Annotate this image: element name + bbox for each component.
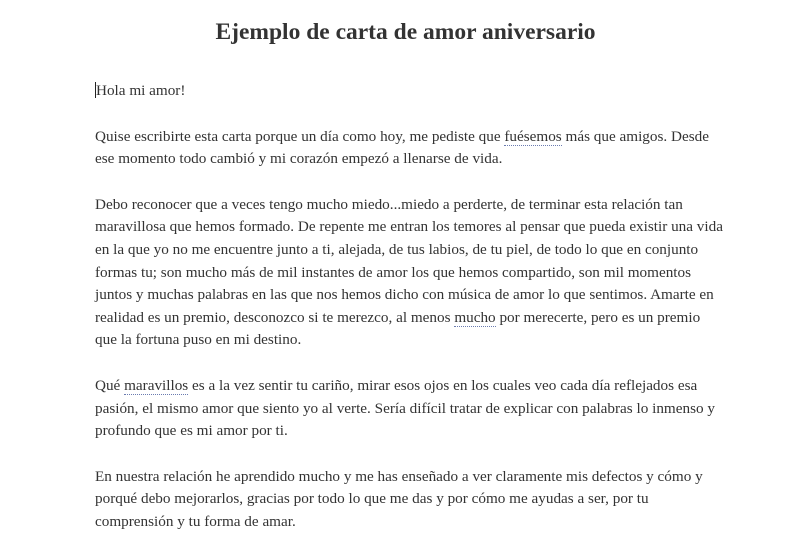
text-segment: Quise escribirte esta carta porque un día como hoy, me pediste que: [95, 127, 505, 145]
text-line: [95, 307, 725, 330]
letter-paragraph: [95, 126, 725, 171]
text-line: [95, 148, 725, 171]
text-segment: maravillosa que hemos formado. De repente me entran los temores al pensar que pueda existir una vida: [95, 218, 723, 236]
text-segment: porqué debo mejorarlos, gracias por todo lo que me das y por cómo me ayudas a ser, por tu: [95, 490, 649, 508]
text-segment: juntos y muchas palabras en las que nos hemos dicho con música de amor lo que sentimos. Amarte en: [95, 286, 714, 304]
text-line: [95, 398, 725, 421]
text-segment: En nuestra relación he aprendido mucho y me has enseñado a ver claramente mis defectos y cómo y: [95, 467, 703, 485]
misspelled-word[interactable]: mucho: [454, 308, 496, 326]
text-segment: realidad es un premio, desconozco si te merezco, al menos: [95, 308, 455, 326]
paragraph-spacer: [95, 171, 725, 194]
page-title: Ejemplo de carta de amor aniversario: [215, 19, 596, 45]
text-line: [95, 194, 725, 217]
letter-paragraph: [95, 466, 725, 534]
text-line: [95, 284, 725, 307]
text-segment: profundo que es mi amor por ti.: [95, 422, 288, 440]
text-line: [95, 126, 725, 149]
text-line: [95, 216, 725, 239]
text-segment: formas tu; son mucho más de mil instantes de amor los que hemos compartido, son mil momentos: [95, 263, 692, 281]
paragraph-spacer: [95, 352, 725, 375]
text-line: [95, 466, 725, 489]
misspelled-word[interactable]: maravillos: [124, 376, 189, 394]
letter-text-area[interactable]: [95, 80, 725, 534]
letter-paragraph: [95, 80, 725, 103]
text-line: [95, 262, 725, 285]
text-line: [95, 488, 725, 511]
text-segment: por merecerte, pero es un premio: [495, 308, 701, 326]
text-segment: comprensión y tu forma de amar.: [95, 512, 296, 530]
letter-paragraph: [95, 194, 725, 352]
text-segment: Hola mi amor!: [96, 82, 186, 99]
text-segment: que la fortuna puso en mi destino.: [95, 331, 302, 349]
text-line: [95, 511, 725, 534]
text-segment: ese momento todo cambió y mi corazón empezó a llenarse de vida.: [95, 150, 503, 168]
text-line: [95, 239, 725, 262]
paragraph-spacer: [95, 443, 725, 466]
text-line: [95, 329, 725, 352]
text-line: [95, 80, 725, 103]
letter-paragraph: [95, 375, 725, 443]
text-segment: en la que yo no me encuentre junto a ti, alejada, de tus labios, de tu piel, de todo lo que en conjunto: [95, 240, 699, 258]
text-line: [95, 420, 725, 443]
text-segment: pasión, el mismo amor que siento yo al verte. Sería difícil tratar de explicar con palabras lo inmenso y: [95, 399, 715, 417]
text-segment: Debo reconocer que a veces tengo mucho miedo...miedo a perderte, de terminar esta relación tan: [95, 195, 683, 213]
misspelled-word[interactable]: fuésemos: [504, 127, 562, 145]
text-line: [95, 375, 725, 398]
paragraph-spacer: [95, 103, 725, 126]
text-segment: es a la vez sentir tu cariño, mirar esos ojos en los cuales veo cada día reflejados esa: [188, 376, 698, 394]
text-segment: más que amigos. Desde: [561, 127, 709, 145]
text-segment: Qué: [95, 376, 125, 394]
